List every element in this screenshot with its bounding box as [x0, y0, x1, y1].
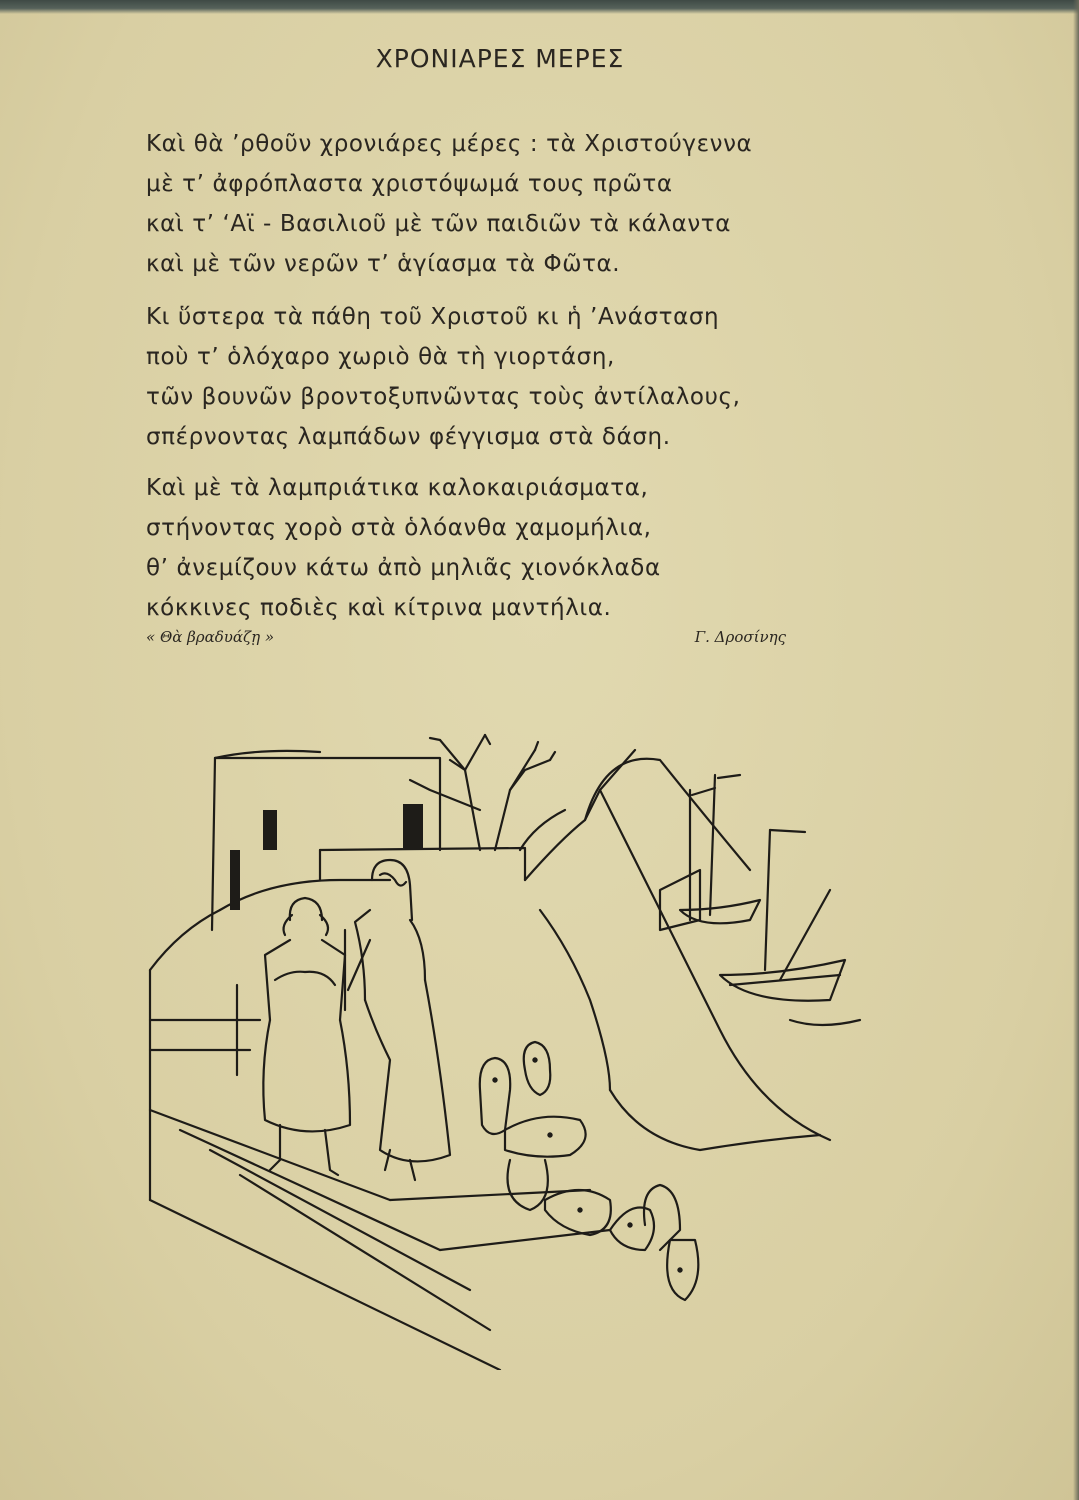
poem-line: Κι ὕστερα τὰ πάθη τοῦ Χριστοῦ κι ἡ ’Ανάσταση	[146, 304, 720, 330]
page-right-edge	[1073, 0, 1079, 1500]
poem-line: μὲ τ’ ἀφρόπλαστα χριστόψωμά τους πρῶτα	[146, 171, 673, 197]
poem-line: στήνοντας χορὸ στὰ ὁλόανθα χαμομήλια,	[146, 515, 652, 541]
stanza-1	[146, 124, 866, 284]
stanza-2	[146, 297, 866, 457]
poem-line: καὶ τ’ ‘Αϊ - Βασιλιοῦ μὲ τῶν παιδιῶν τὰ κάλαντα	[146, 211, 731, 237]
poem-footer	[146, 628, 786, 658]
poem-title: ΧΡΟΝΙΑΡΕΣ ΜΕΡΕΣ	[375, 44, 625, 73]
poem-line: Καὶ μὲ τὰ λαμπριάτικα καλοκαιριάσματα,	[146, 475, 649, 501]
stanza-3	[146, 468, 866, 628]
source-citation: « Θὰ βραδυάζῃ »	[146, 628, 275, 646]
village-illustration	[140, 730, 870, 1370]
poem-line: Καὶ θὰ ’ρθοῦν χρονιάρες μέρες : τὰ Χριστούγεννα	[146, 131, 753, 157]
poem-line: κόκκινες ποδιὲς καὶ κίτρινα μαντήλια.	[146, 595, 612, 621]
poem-line: τῶν βουνῶν βροντοξυπνῶντας τοὺς ἀντίλαλους,	[146, 384, 741, 410]
poem-line: ποὺ τ’ ὁλόχαρο χωριὸ θὰ τὴ γιορτάση,	[146, 344, 615, 370]
author-signature: Γ. Δροσίνης	[694, 628, 786, 646]
poem-line: καὶ μὲ τῶν νερῶν τ’ ἁγίασμα τὰ Φῶτα.	[146, 251, 621, 277]
page-top-edge	[0, 0, 1079, 14]
poem-line: θ’ ἀνεμίζουν κάτω ἀπὸ μηλιᾶς χιονόκλαδα	[146, 555, 661, 581]
poem-line: σπέρνοντας λαμπάδων φέγγισμα στὰ δάση.	[146, 424, 671, 450]
